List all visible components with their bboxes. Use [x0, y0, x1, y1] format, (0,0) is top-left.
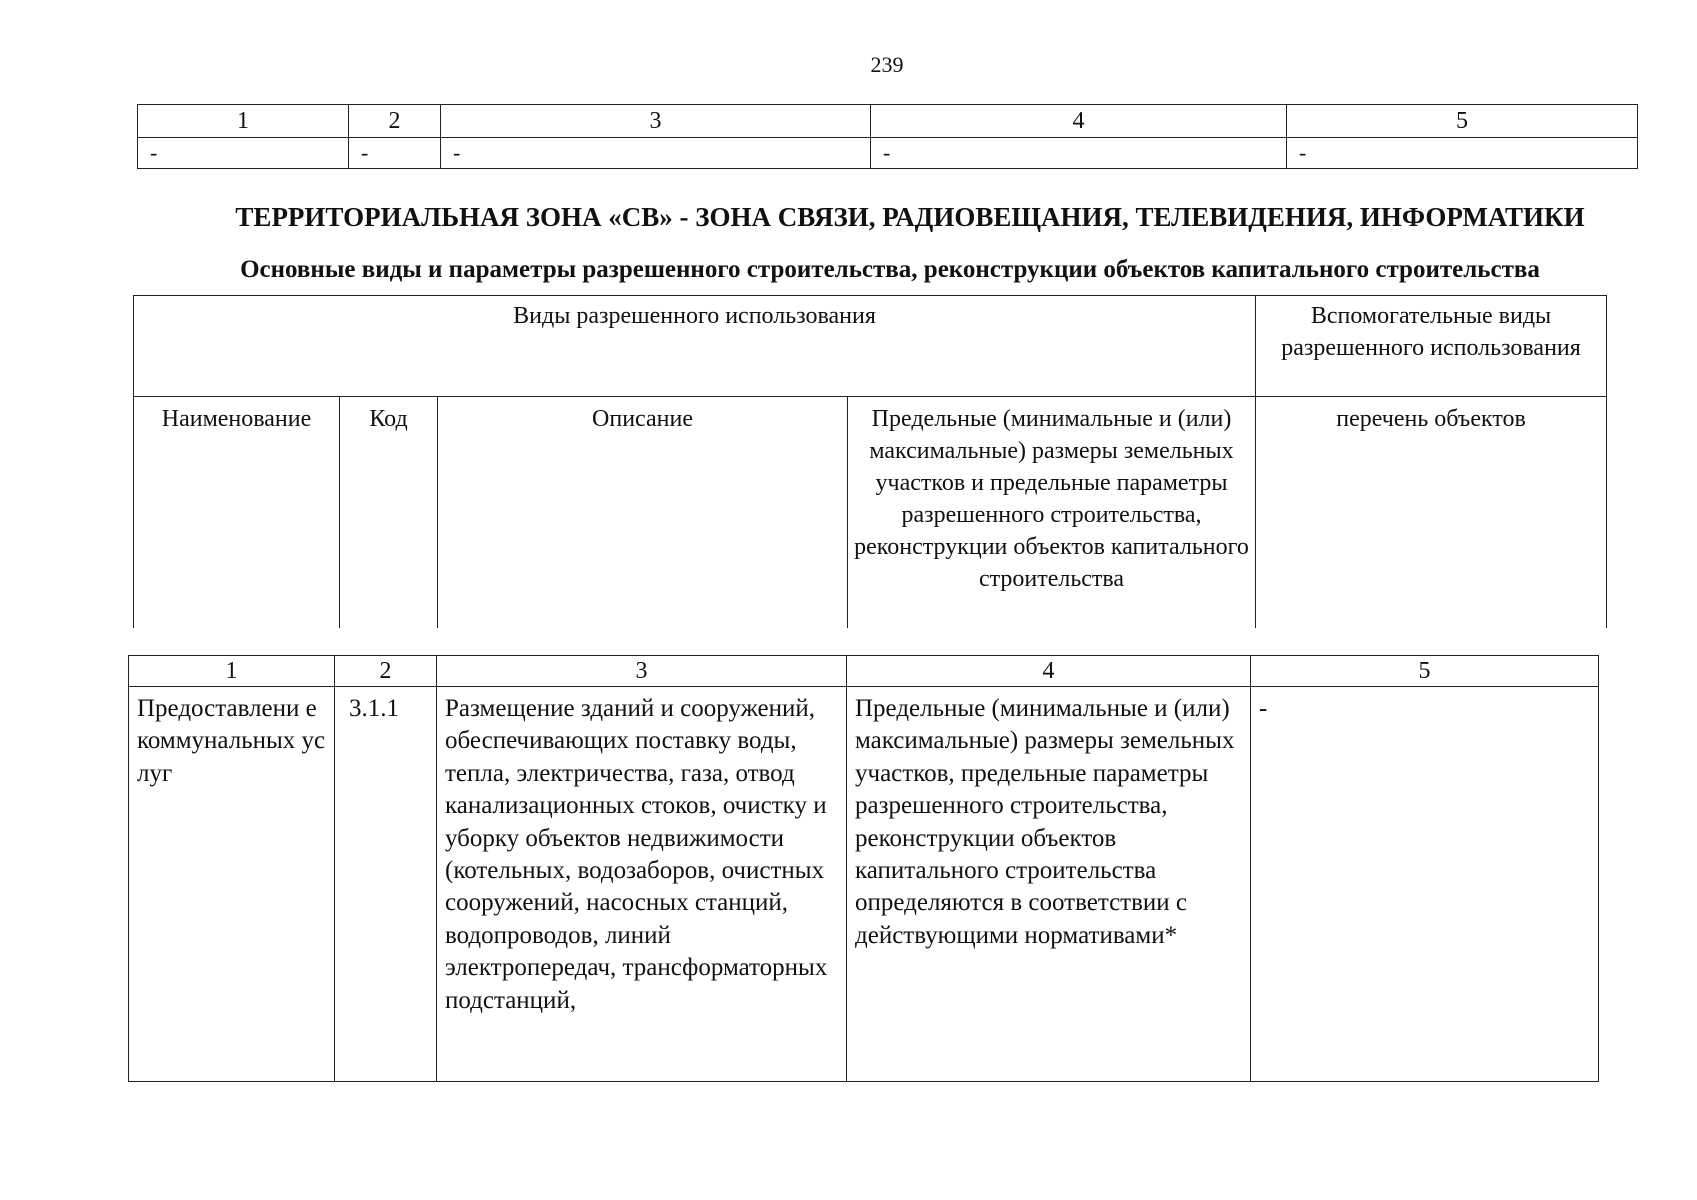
header-group-row [134, 296, 1607, 397]
header-group-main: Виды разрешенного использования [134, 296, 1256, 397]
use-description-cell: Размещение зданий и сооружений, обеспечивающих поставку воды, тепла, электричества, газа, отвод канализационных стоков, очистку и уборку объектов недвижимости (котельных, водозаборов, очистных сооружений, насосных станций, водопроводов, линий электропередач, трансформаторных подстанций, [437, 687, 847, 1082]
header-name: Наименование [134, 397, 340, 629]
header-code: Код [340, 397, 438, 629]
header-group-aux: Вспомогательные виды разрешенного использования [1256, 296, 1607, 397]
use-limits-cell: Предельные (минимальные и (или) максимальные) размеры земельных участков, предельные параметры разрешенного строительства, реконструкции объектов капитального строительства определяются в соответствии с действующими нормативами* [847, 687, 1251, 1082]
header-table [133, 295, 1607, 628]
table-header-row [138, 105, 1638, 138]
column-number: 5 [1251, 656, 1599, 687]
column-number: 1 [138, 105, 349, 138]
table-row [138, 138, 1638, 169]
header-columns-row [134, 397, 1607, 629]
zone-table [128, 655, 1599, 1082]
column-number: 5 [1287, 105, 1638, 138]
column-number: 3 [437, 656, 847, 687]
table-row [129, 687, 1599, 1082]
table-header-row [129, 656, 1599, 687]
column-number: 1 [129, 656, 335, 687]
column-number: 2 [349, 105, 441, 138]
table-cell: - [871, 138, 1287, 169]
table-cell: - [441, 138, 871, 169]
use-name-cell: Предоставлени е коммунальных услуг [129, 687, 335, 1082]
zone-title: ТЕРРИТОРИАЛЬНАЯ ЗОНА «СВ» - ЗОНА СВЯЗИ, РАДИОВЕЩАНИЯ, ТЕЛЕВИДЕНИЯ, ИНФОРМАТИКИ [235, 202, 1585, 232]
aux-objects-cell: - [1251, 687, 1599, 1082]
table-cell: - [1287, 138, 1638, 169]
column-number: 2 [335, 656, 437, 687]
continuation-table [137, 104, 1638, 169]
header-objects: перечень объектов [1256, 397, 1607, 629]
column-number: 4 [847, 656, 1251, 687]
table-cell: - [349, 138, 441, 169]
column-number: 3 [441, 105, 871, 138]
header-limits: Предельные (минимальные и (или) максимальные) размеры земельных участков и предельные параметры разрешенного строительства, реконструкции объектов капитального строительства [848, 397, 1256, 629]
table-cell: - [138, 138, 349, 169]
section-title: Основные виды и параметры разрешенного строительства, реконструкции объектов капитального строительства [240, 256, 1540, 283]
use-code-cell: 3.1.1 [335, 687, 437, 1082]
header-description: Описание [438, 397, 848, 629]
page-number: 239 [870, 52, 904, 77]
column-number: 4 [871, 105, 1287, 138]
